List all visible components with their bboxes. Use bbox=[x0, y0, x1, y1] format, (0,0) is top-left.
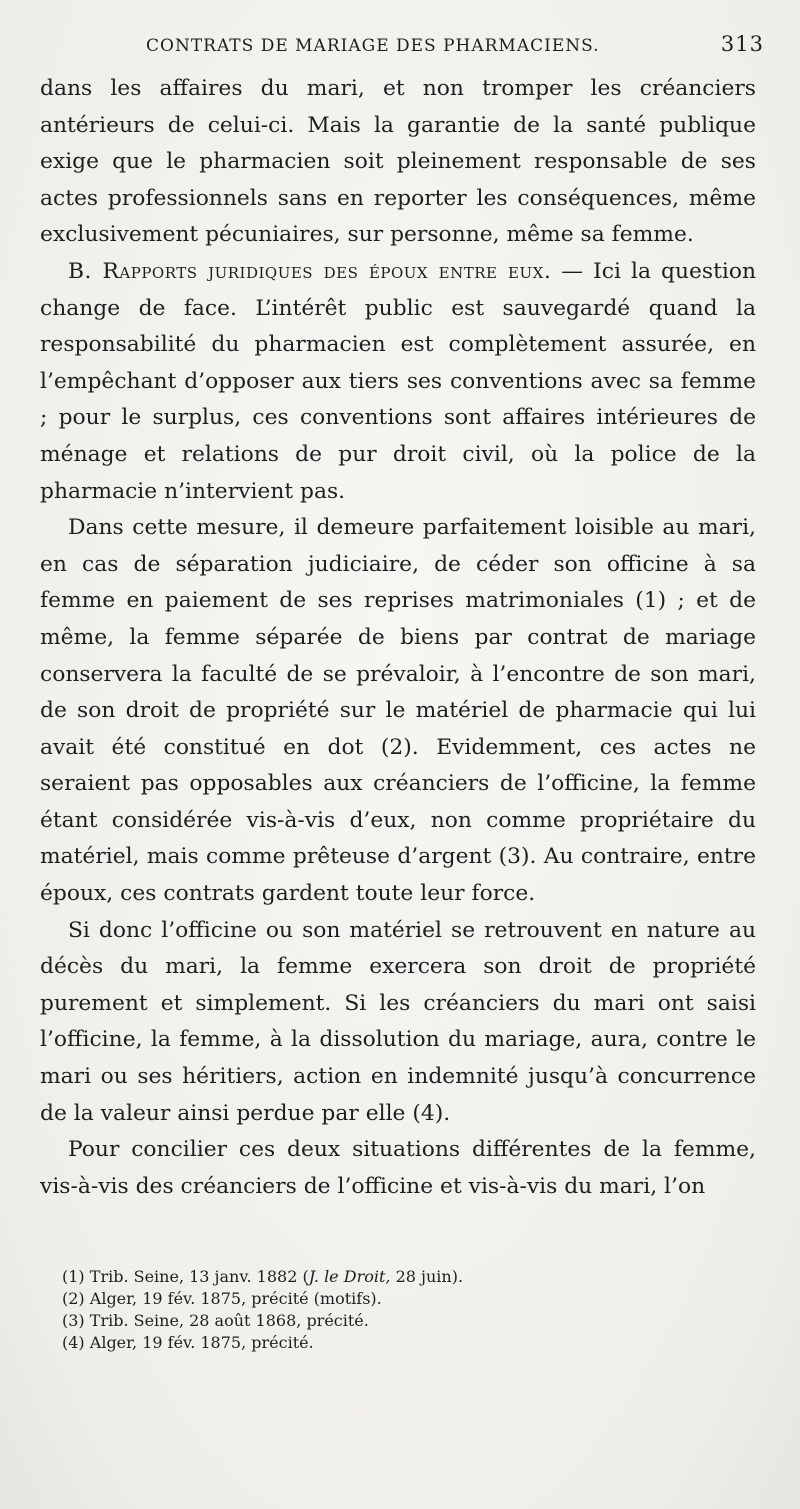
paragraph-separation: Dans cette mesure, il demeure parfaitement loisible au mari, en cas de séparation judiciaire, de céder son officine à sa femme en paiement de ses reprises matrimoniales (1) ; et de même, la femme séparée de biens par contrat de mariage conservera la faculté de se prévaloir, à l’encontre de son mari, de son droit de propriété sur le matériel de pharmacie qui lui avait été constitué en dot (2). Evidemment, ces actes ne seraient pas opposables aux créanciers de l’officine, la femme étant considérée vis-à-vis d’eux, non comme propriétaire du matériel, mais comme prêteuse d’argent (3). Au contraire, entre époux, ces contrats gardent toute leur force. bbox=[40, 515, 756, 907]
footnote-number: (3) bbox=[62, 1311, 85, 1330]
running-head-title: CONTRATS DE MARIAGE DES PHARMACIENS. bbox=[146, 36, 600, 56]
paragraph-continued: dans les affaires du mari, et non tromper les créanciers antérieurs de celui-ci. Mais la garantie de la santé publique exige que le pharmacien soit pleinement responsable de ses actes professionnels sans en reporter les conséquences, même exclusivement pécuniaires, sur personne, même sa femme. bbox=[40, 76, 756, 248]
footnotes bbox=[62, 1266, 742, 1354]
footnote-number: (4) bbox=[62, 1333, 85, 1352]
footnote-2 bbox=[62, 1288, 742, 1310]
page-number: 313 bbox=[720, 32, 764, 56]
footnote-number: (2) bbox=[62, 1289, 85, 1308]
section-b-text: — Ici la question change de face. L’intérêt public est sauvegardé quand la responsabilité du pharmacien est complètement assurée, en l’empêchant d’opposer aux tiers ses conventions avec sa femme ; pour le surplus, ces conventions sont affaires intérieures de ménage et relations de pur droit civil, où la police de la pharmacie n’intervient pas. bbox=[40, 258, 756, 504]
footnote-text: Alger, 19 fév. 1875, précité (motifs). bbox=[89, 1289, 382, 1308]
paragraph-section-b bbox=[40, 254, 756, 510]
footnote-4 bbox=[62, 1332, 742, 1354]
footnote-text-end: 28 juin). bbox=[390, 1267, 464, 1286]
section-b-heading: B. Rapports juridiques des époux entre eux. bbox=[68, 258, 552, 284]
footnote-text: Trib. Seine, 13 janv. 1882 ( bbox=[89, 1267, 309, 1286]
footnote-number: (1) bbox=[62, 1267, 85, 1286]
paragraph-concilier: Pour concilier ces deux situations différentes de la femme, vis-à-vis des créanciers de l’officine et vis-à-vis du mari, l’on bbox=[40, 1137, 756, 1199]
body-text bbox=[40, 71, 756, 1205]
footnote-3 bbox=[62, 1310, 742, 1332]
footnote-text: Alger, 19 fév. 1875, précité. bbox=[89, 1333, 314, 1352]
footnote-source-italic: J. le Droit, bbox=[308, 1267, 391, 1286]
running-head bbox=[40, 32, 764, 62]
footnote-1 bbox=[62, 1266, 742, 1288]
paragraph-deces: Si donc l’officine ou son matériel se retrouvent en nature au décès du mari, la femme exercera son droit de propriété purement et simplement. Si les créanciers du mari ont saisi l’officine, la femme, à la dissolution du mariage, aura, contre le mari ou ses héritiers, action en indemnité jusqu’à concurrence de la valeur ainsi perdue par elle (4). bbox=[40, 917, 756, 1126]
footnote-text: Trib. Seine, 28 août 1868, précité. bbox=[89, 1311, 369, 1330]
